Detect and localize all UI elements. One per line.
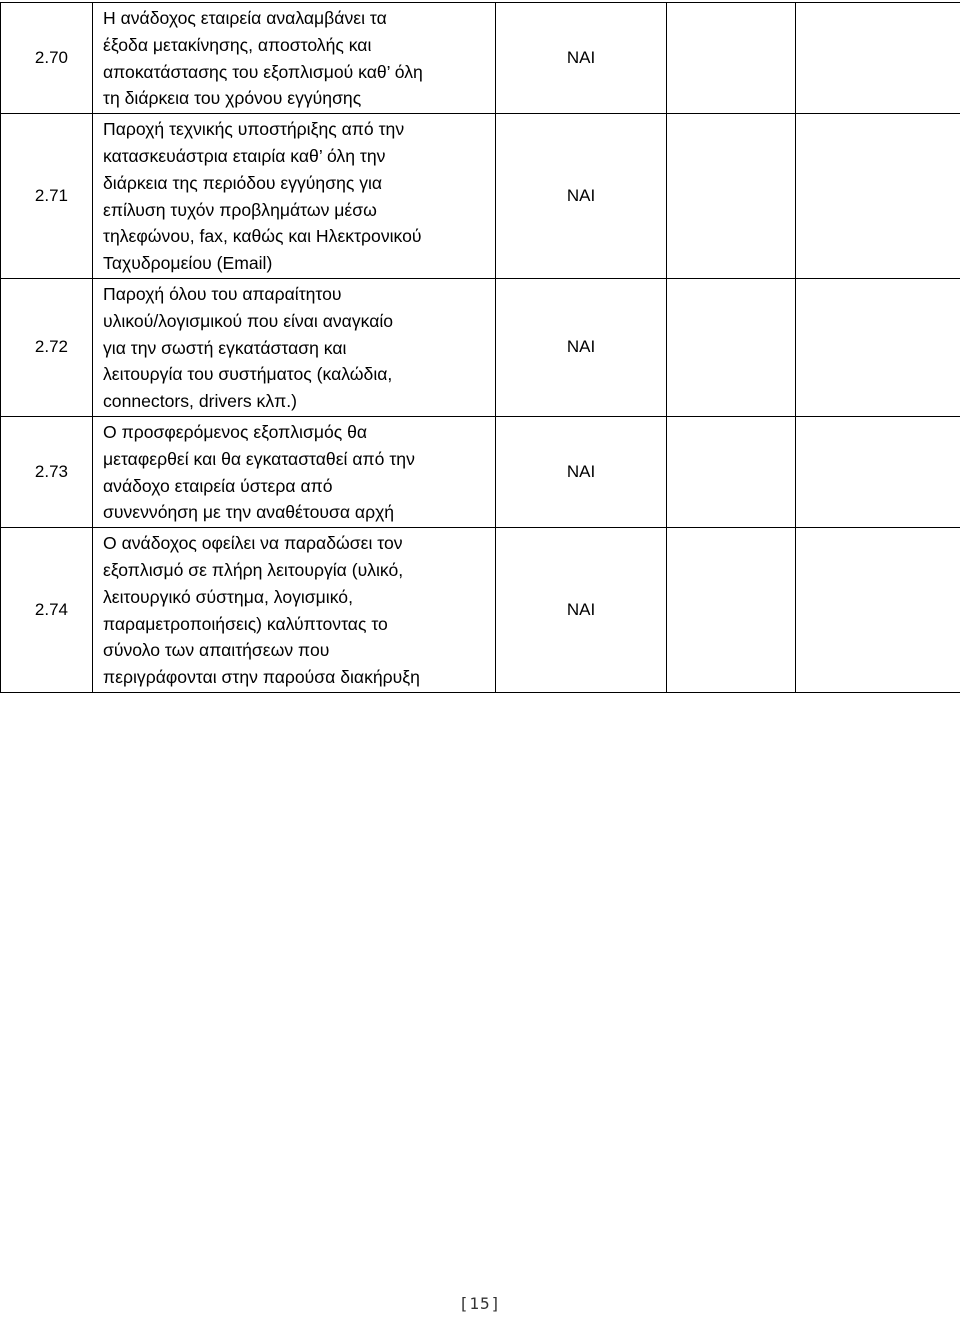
row-reference-cell [796,278,960,416]
row-answer-cell [667,114,796,279]
description-line: τη διάρκεια του χρόνου εγγύησης [103,88,362,109]
row-number: 2.74 [1,528,93,693]
row-description [93,114,496,279]
description-line: Η ανάδοχος εταιρεία αναλαμβάνει τα [103,8,387,28]
row-reference-cell [796,114,960,279]
row-answer-cell [667,528,796,693]
description-line: επίλυση τυχόν προβλημάτων μέσω [103,199,377,220]
row-reference-cell [796,416,960,527]
description-line: connectors, drivers κλπ.) [103,391,297,412]
row-number: 2.71 [1,114,93,279]
table-row [1,114,960,279]
table-row [1,416,960,527]
description-line: Ταχυδρομείου (Email) [103,253,273,274]
description-line: έξοδα μετακίνησης, αποστολής και [103,34,372,55]
description-line: λειτουργικό σύστημα, λογισμικό, [103,586,353,607]
description-line: περιγράφονται στην παρούσα διακήρυξη [103,667,420,688]
row-requirement: ΝΑΙ [496,528,667,693]
row-description [93,278,496,416]
row-requirement: ΝΑΙ [496,278,667,416]
row-description [93,528,496,693]
row-requirement: ΝΑΙ [496,3,667,114]
description-line: Παροχή όλου του απαραίτητου [103,283,342,304]
description-line: αποκατάστασης του εξοπλισμού καθ’ όλη [103,61,423,82]
description-line: Ο ανάδοχος οφείλει να παραδώσει τον [103,533,403,554]
row-number: 2.72 [1,278,93,416]
row-description [93,416,496,527]
description-line: υλικού/λογισμικού που είναι αναγκαίο [103,310,394,331]
row-requirement: ΝΑΙ [496,114,667,279]
row-answer-cell [667,416,796,527]
description-line: κατασκευάστρια εταιρία καθ’ όλη την [103,145,386,166]
description-line: ανάδοχο εταιρεία ύστερα από [103,475,333,496]
table-row [1,528,960,693]
description-line: λειτουργία του συστήματος (καλώδια, [103,364,393,385]
description-line: συνεννόηση με την αναθέτουσα αρχή [103,502,395,523]
description-line: Ο προσφερόμενος εξοπλισμός θα [103,421,368,442]
row-description [93,3,496,114]
description-line: παραμετροποιήσεις) καλύπτοντας το [103,613,388,634]
description-line: εξοπλισμό σε πλήρη λειτουργία (υλικό, [103,559,404,580]
description-line: Παροχή τεχνικής υποστήριξης από την [103,119,405,140]
row-reference-cell [796,3,960,114]
specification-table [0,2,960,693]
row-answer-cell [667,3,796,114]
page-number: [15] [458,1294,502,1313]
row-number: 2.73 [1,416,93,527]
description-line: τηλεφώνου, fax, καθώς και Ηλεκτρονικού [103,226,422,247]
table-row [1,278,960,416]
row-answer-cell [667,278,796,416]
description-line: διάρκεια της περιόδου εγγύησης για [103,172,383,193]
row-number: 2.70 [1,3,93,114]
table-row [1,3,960,114]
description-line: μεταφερθεί και θα εγκατασταθεί από την [103,448,415,469]
row-requirement: ΝΑΙ [496,416,667,527]
description-line: για την σωστή εγκατάσταση και [103,337,347,358]
description-line: σύνολο των απαιτήσεων που [103,640,330,661]
row-reference-cell [796,528,960,693]
